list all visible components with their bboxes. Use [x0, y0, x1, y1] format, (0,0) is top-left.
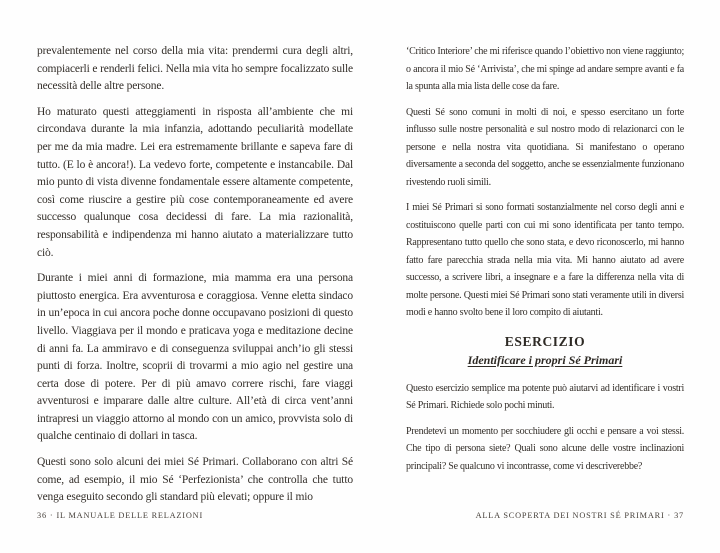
footer-separator: · [667, 511, 672, 520]
footer-page-number: 36 [37, 511, 47, 520]
paragraph: Prendetevi un momento per socchiudere gli occhi e pensare a voi stessi. Che tipo di persona siete? Quali sono alcune delle vostre inclinazioni principali? Se qualcuno vi incontrasse, come vi descriverebbe? [406, 425, 684, 472]
footer-chapter-title: ALLA SCOPERTA DEI NOSTRI SÉ PRIMARI [475, 511, 665, 520]
footer-book-title: IL MANUALE DELLE RELAZIONI [56, 511, 204, 520]
right-page [406, 43, 684, 483]
exercise-heading: ESERCIZIO [504, 333, 586, 349]
left-page [37, 43, 353, 515]
paragraph: Questi sono solo alcuni dei miei Sé Primari. Collaborano con altri Sé come, ad esempio, il mio Sé ‘Perfezionista’ che controlla che tutto venga eseguito secondo gli standard più elevati; oppure il mio [37, 456, 353, 504]
footer-page-number: 37 [674, 511, 684, 520]
paragraph: Durante i miei anni di formazione, mia mamma era una persona piuttosto energica. Era avventurosa e coraggiosa. Venne eletta sindaco in un’epoca in cui ancora poche donne occupavano posizioni di questo livello. Viaggiava per il mondo e praticava yoga e meditazione decine di anni fa. La ammiravo e di conseguenza sviluppai anch’io gli stessi punti di forza. Inoltre, scoprii di trovarmi a mio agio nel gestire una certa dose di potere. Per di più amavo correre rischi, fare viaggi avventurosi e imparare dalle altre culture. All’età di circa vent’anni intrapresi un viaggio attorno al mondo con un amico, provvista solo di qualche centinaio di dollari in tasca. [37, 272, 353, 443]
paragraph: Questo esercizio semplice ma potente può aiutarvi ad identificare i vostri Sé Primari. Richiede solo pochi minuti. [406, 382, 684, 411]
right-page-footer [476, 511, 684, 520]
paragraph: Ho maturato questi atteggiamenti in risposta all’ambiente che mi circondava durante la mia infanzia, adottando peculiarità modellate per me da mia madre. Lei era estremamente brillante e sapeva fare di tutto. (E lo è ancora!). La vedevo forte, competente e instancabile. Dal mio punto di vista divenne fondamentale essere altamente competente, così come riuscire a gestire più cose contemporaneamente ed avere successo qualunque cosa decidessi di fare. La mia razionalità, responsabilità e indipendenza mi hanno aiutato a materializzare tutto ciò. [37, 105, 353, 259]
footer-separator: · [49, 511, 54, 520]
paragraph: Questi Sé sono comuni in molti di noi, e spesso esercitano un forte influsso sulle nostre personalità e sul nostro modo di relazionarci con le persone e nella nostra vita quotidiana. Si manifestano o operano diversamente a seconda del soggetto, anche se essenzialmente funzionano rivestendo ruoli simili. [406, 106, 684, 188]
paragraph: ‘Critico Interiore’ che mi riferisce quando l’obiettivo non viene raggiunto; o ancora il mio Sé ‘Arrivista’, che mi spinge ad andare sempre avanti e fa la spunta alla mia lista delle cose da fare. [406, 46, 684, 92]
exercise-subheading: Identificare i propri Sé Primari [467, 352, 623, 367]
paragraph: prevalentemente nel corso della mia vita: prendermi cura degli altri, compiacerli e renderli felici. Nella mia vita ho sempre focalizzato sulle necessità delle altre persone. [37, 45, 353, 93]
paragraph: I miei Sé Primari si sono formati sostanzialmente nel corso degli anni e costituiscono quelle parti con cui mi sono identificata per tanto tempo. Rappresentano tutto quello che sono stata, e devo riconoscerlo, mi hanno fatto fare parecchia strada nella mia vita. Mi hanno aiutato ad avere successo, a scrivere libri, a insegnare e a fare la differenza nella vita di molte persone. Questi miei Sé Primari sono stati veramente utili in diversi modi e hanno svolto bene il loro compito di aiutanti. [406, 202, 684, 318]
left-page-footer [37, 511, 203, 520]
